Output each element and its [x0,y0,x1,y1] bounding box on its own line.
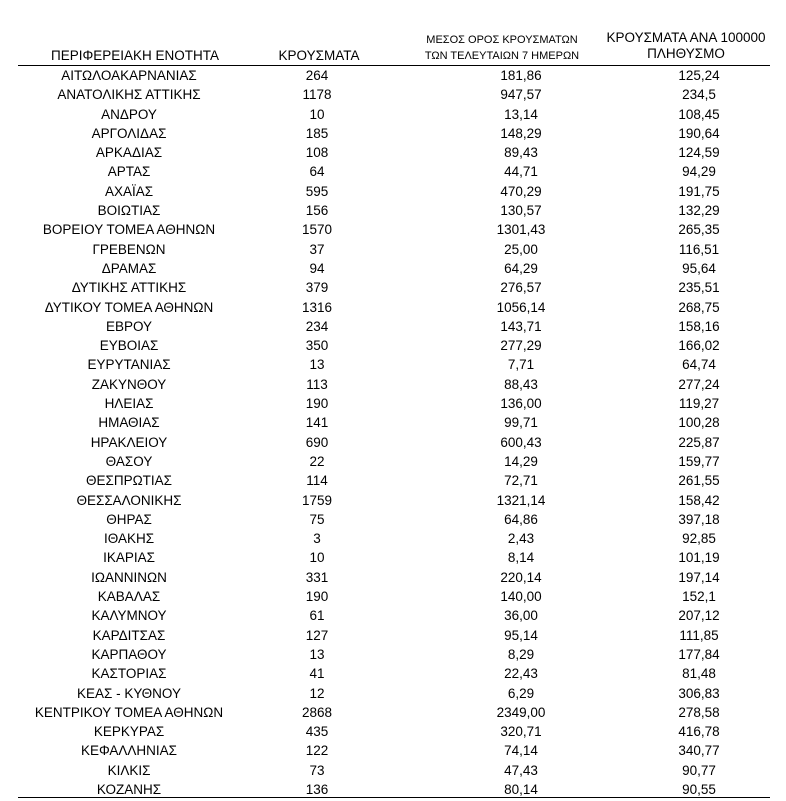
region-cell: ΑΝΑΤΟΛΙΚΗΣ ΑΤΤΙΚΗΣ [57,87,201,103]
seven-day-average-cell: 8,29 [507,646,535,662]
cases-cell: 690 [305,434,329,450]
cases-per-100k-cell: 416,78 [678,724,720,740]
seven-day-average-cell: 277,29 [500,338,542,354]
cases-cell: 108 [305,145,329,161]
seven-day-average-cell: 44,71 [504,164,538,180]
region-cell: ΑΙΤΩΛΟΑΚΑΡΝΑΝΙΑΣ [61,68,197,83]
cases-cell: 10 [309,106,325,122]
table-row [0,452,786,471]
cases-per-100k-cell: 277,24 [678,376,720,392]
seven-day-average-cell: 2,43 [507,531,535,547]
cases-per-100k-cell: 191,75 [678,183,720,199]
cases-cell: 264 [305,68,329,83]
seven-day-average-cell: 95,14 [504,627,538,643]
region-cell: ΚΕΝΤΡΙΚΟΥ ΤΟΜΕΑ ΑΘΗΝΩΝ [34,704,224,720]
cases-per-100k-cell: 125,24 [678,68,720,83]
cases-cell: 234 [305,318,329,334]
cases-per-100k-cell: 306,83 [678,685,720,701]
table-row [0,162,786,181]
cases-per-100k-cell: 159,77 [678,453,720,469]
table-row [0,761,786,780]
cases-cell: 61 [309,608,325,624]
region-cell: ΔΥΤΙΚΗΣ ΑΤΤΙΚΗΣ [71,280,187,296]
region-cell: ΔΡΑΜΑΣ [101,260,157,276]
table-row [0,220,786,239]
table-row [0,722,786,741]
cases-cell: 13 [309,646,325,662]
table-row [0,317,786,336]
cases-cell: 1570 [301,222,333,238]
cases-per-100k-cell: 261,55 [678,473,720,489]
region-cell: ΓΡΕΒΕΝΩΝ [92,241,166,257]
seven-day-average-cell: 947,57 [500,87,542,103]
cases-per-100k-cell: 265,35 [678,222,720,238]
cases-cell: 113 [306,376,328,392]
cases-cell: 1178 [302,87,332,103]
cases-per-100k-cell: 190,64 [678,125,720,141]
header-seven-day-average [404,32,600,64]
table-bottom-divider [18,797,770,798]
region-cell: ΗΛΕΙΑΣ [104,396,154,412]
region-cell: ΚΑΡΠΑΘΟΥ [91,646,167,662]
seven-day-average-cell: 600,43 [500,434,542,450]
cases-cell: 13 [309,357,325,373]
table-row [0,606,786,625]
region-cell: ΚΑΛΥΜΝΟΥ [91,608,167,624]
cases-per-100k-cell: 166,02 [678,338,720,354]
table-row [0,568,786,587]
cases-per-100k-cell: 207,12 [678,608,720,624]
region-cell: ΙΚΑΡΙΑΣ [103,550,155,566]
header-avg-line-2: ΤΩΝ ΤΕΛΕΥΤΑΙΩΝ 7 ΗΜΕΡΩΝ [424,50,580,62]
cases-per-100k-cell: 95,64 [682,260,716,276]
cases-cell: 1759 [301,492,333,508]
table-row [0,741,786,760]
region-cell: ΚΕΡΚΥΡΑΣ [93,724,165,740]
cases-cell: 41 [309,666,325,682]
region-cell: ΗΜΑΘΙΑΣ [98,415,160,431]
header-per100k-line-1: ΚΡΟΥΣΜΑΤΑ ΑΝΑ 100000 [606,30,766,45]
table-row [0,587,786,606]
cases-cell: 75 [309,511,325,527]
seven-day-average-cell: 181,86 [500,68,542,83]
cases-per-100k-cell: 64,74 [682,357,716,373]
cases-per-100k-cell: 158,42 [678,492,720,508]
seven-day-average-cell: 1301,43 [496,222,546,238]
table-row [0,645,786,664]
region-cell: ΘΕΣΣΑΛΟΝΙΚΗΣ [76,492,182,508]
cases-cell: 185 [305,125,329,141]
table-row [0,471,786,490]
region-cell: ΗΡΑΚΛΕΙΟΥ [90,434,168,450]
cases-per-100k-cell: 90,55 [682,781,716,797]
seven-day-average-cell: 1321,14 [496,492,546,508]
seven-day-average-cell: 47,43 [504,762,538,778]
cases-cell: 141 [305,415,329,431]
table-row [0,684,786,703]
cases-cell: 10 [309,550,325,566]
cases-cell: 64 [309,164,325,180]
region-cell: ΚΑΡΔΙΤΣΑΣ [92,627,166,643]
cases-cell: 114 [306,473,328,489]
region-cell: ΚΙΛΚΙΣ [107,762,151,778]
cases-per-100k-cell: 81,48 [682,666,716,682]
cases-cell: 122 [305,743,329,759]
cases-cell: 73 [309,762,325,778]
region-cell: ΚΕΦΑΛΛΗΝΙΑΣ [80,743,178,759]
region-cell: ΑΡΚΑΔΙΑΣ [95,145,163,161]
region-cell: ΒΟΡΕΙΟΥ ΤΟΜΕΑ ΑΘΗΝΩΝ [42,222,216,238]
cases-cell: 190 [305,396,329,412]
seven-day-average-cell: 13,14 [504,106,538,122]
region-cell: ΒΟΙΩΤΙΑΣ [97,203,161,219]
region-cell: ΕΥΒΟΙΑΣ [99,338,159,354]
seven-day-average-cell: 36,00 [504,608,538,624]
cases-per-100k-cell: 234,5 [682,87,716,103]
cases-cell: 1316 [301,299,333,315]
region-cell: ΚΑΒΑΛΑΣ [97,589,161,605]
cases-per-100k-cell: 278,58 [678,704,720,720]
region-cell: ΑΡΓΟΛΙΔΑΣ [91,125,167,141]
seven-day-average-cell: 470,29 [500,183,542,199]
table-row [0,85,786,104]
table-row [0,182,786,201]
cases-cell: 94 [309,260,325,276]
cases-per-100k-cell: 119,27 [678,396,720,412]
cases-per-100k-cell: 152,1 [682,589,716,605]
cases-cell: 2868 [301,704,333,720]
region-cell: ΘΗΡΑΣ [106,511,152,527]
seven-day-average-cell: 74,14 [504,743,538,759]
cases-per-100k-cell: 158,16 [678,318,720,334]
cases-per-100k-cell: 225,87 [678,434,720,450]
table-row [0,413,786,432]
table-row [0,124,786,143]
seven-day-average-cell: 89,43 [504,145,538,161]
cases-per-100k-cell: 340,77 [678,743,720,759]
seven-day-average-cell: 276,57 [500,280,542,296]
seven-day-average-cell: 88,43 [504,376,538,392]
region-cell: ΘΑΣΟΥ [105,453,153,469]
table-row [0,394,786,413]
seven-day-average-cell: 64,86 [504,511,538,527]
cases-per-100k-cell: 124,59 [678,145,720,161]
region-cell: ΕΥΡΥΤΑΝΙΑΣ [87,357,171,373]
region-cell: ΕΒΡΟΥ [105,318,153,334]
cases-cell: 350 [305,338,329,354]
cases-per-100k-cell: 90,77 [682,762,716,778]
table-row [0,433,786,452]
table-row [0,548,786,567]
seven-day-average-cell: 220,14 [500,569,542,585]
seven-day-average-cell: 320,71 [500,724,542,740]
table-row [0,375,786,394]
table-row [0,298,786,317]
seven-day-average-cell: 14,29 [504,453,538,469]
region-cell: ΘΕΣΠΡΩΤΙΑΣ [85,473,173,489]
region-cell: ΑΧΑΪΑΣ [104,183,154,199]
seven-day-average-cell: 80,14 [504,781,538,797]
table-row [0,355,786,374]
table-row [0,626,786,645]
cases-per-100k-cell: 100,28 [678,415,720,431]
table-row [0,105,786,124]
table-row [0,703,786,722]
seven-day-average-cell: 7,71 [507,357,535,373]
region-cell: ΑΝΔΡΟΥ [101,106,157,122]
cases-per-100k-cell: 101,19 [678,550,720,566]
table-body [0,66,786,799]
cases-per-100k-cell: 235,51 [678,280,720,296]
seven-day-average-cell: 148,29 [500,125,542,141]
table-row [0,336,786,355]
cases-cell: 190 [305,589,329,605]
seven-day-average-cell: 72,71 [504,473,538,489]
region-cell: ΙΩΑΝΝΙΝΩΝ [91,569,167,585]
header-avg-line-1: ΜΕΣΟΣ ΟΡΟΣ ΚΡΟΥΣΜΑΤΩΝ [426,34,578,46]
cases-per-100k-cell: 94,29 [682,164,716,180]
region-cell: ΑΡΤΑΣ [107,164,151,180]
cases-cell: 435 [305,724,329,740]
table-row [0,259,786,278]
region-cell: ΚΟΖΑΝΗΣ [96,781,162,797]
seven-day-average-cell: 136,00 [500,396,542,412]
cases-per-100k-cell: 177,84 [678,646,720,662]
seven-day-average-cell: 99,71 [504,415,538,431]
cases-cell: 37 [309,241,325,257]
seven-day-average-cell: 25,00 [504,241,538,257]
cases-cell: 595 [305,183,329,199]
cases-per-100k-cell: 197,14 [678,569,720,585]
seven-day-average-cell: 22,43 [504,666,538,682]
header-cases-per-100k [588,30,784,62]
cases-cell: 136 [305,781,329,797]
table-row [0,66,786,85]
cases-cell: 331 [305,569,329,585]
seven-day-average-cell: 130,57 [500,203,542,219]
seven-day-average-cell: 143,71 [500,318,542,334]
table-row [0,529,786,548]
seven-day-average-cell: 2349,00 [496,704,546,720]
header-cases: ΚΡΟΥΣΜΑΤΑ [278,48,360,63]
cases-per-100k-cell: 132,29 [678,203,720,219]
header-per100k-line-2: ΠΛΗΘΥΣΜΟ [647,46,725,61]
seven-day-average-cell: 1056,14 [496,299,546,315]
table-row [0,143,786,162]
cases-per-100k-cell: 92,85 [682,531,716,547]
cases-cell: 379 [305,280,329,296]
table-row [0,510,786,529]
cases-cell: 12 [309,685,325,701]
cases-per-100k-cell: 108,45 [678,106,720,122]
cases-cell: 3 [313,531,321,547]
cases-per-100k-cell: 397,18 [678,511,720,527]
seven-day-average-cell: 140,00 [500,589,542,605]
table-row [0,201,786,220]
cases-per-100k-cell: 111,85 [679,627,719,643]
seven-day-average-cell: 64,29 [504,260,538,276]
table-row [0,240,786,259]
table-row [0,491,786,510]
region-cell: ΚΕΑΣ - ΚΥΘΝΟΥ [77,685,181,701]
table-row [0,664,786,683]
seven-day-average-cell: 6,29 [507,685,535,701]
cases-cell: 22 [309,453,325,469]
region-cell: ΚΑΣΤΟΡΙΑΣ [91,666,167,682]
cases-per-100k-cell: 116,51 [678,241,720,257]
cases-per-100k-cell: 268,75 [678,299,720,315]
region-cell: ΖΑΚΥΝΘΟΥ [91,376,167,392]
header-region: ΠΕΡΙΦΕΡΕΙΑΚΗ ΕΝΟΤΗΤΑ [50,48,220,63]
seven-day-average-cell: 8,14 [507,550,535,566]
table-row [0,278,786,297]
region-cell: ΔΥΤΙΚΟΥ ΤΟΜΕΑ ΑΘΗΝΩΝ [44,299,214,315]
cases-cell: 127 [305,627,329,643]
region-cell: ΙΘΑΚΗΣ [103,531,155,547]
cases-cell: 156 [305,203,329,219]
